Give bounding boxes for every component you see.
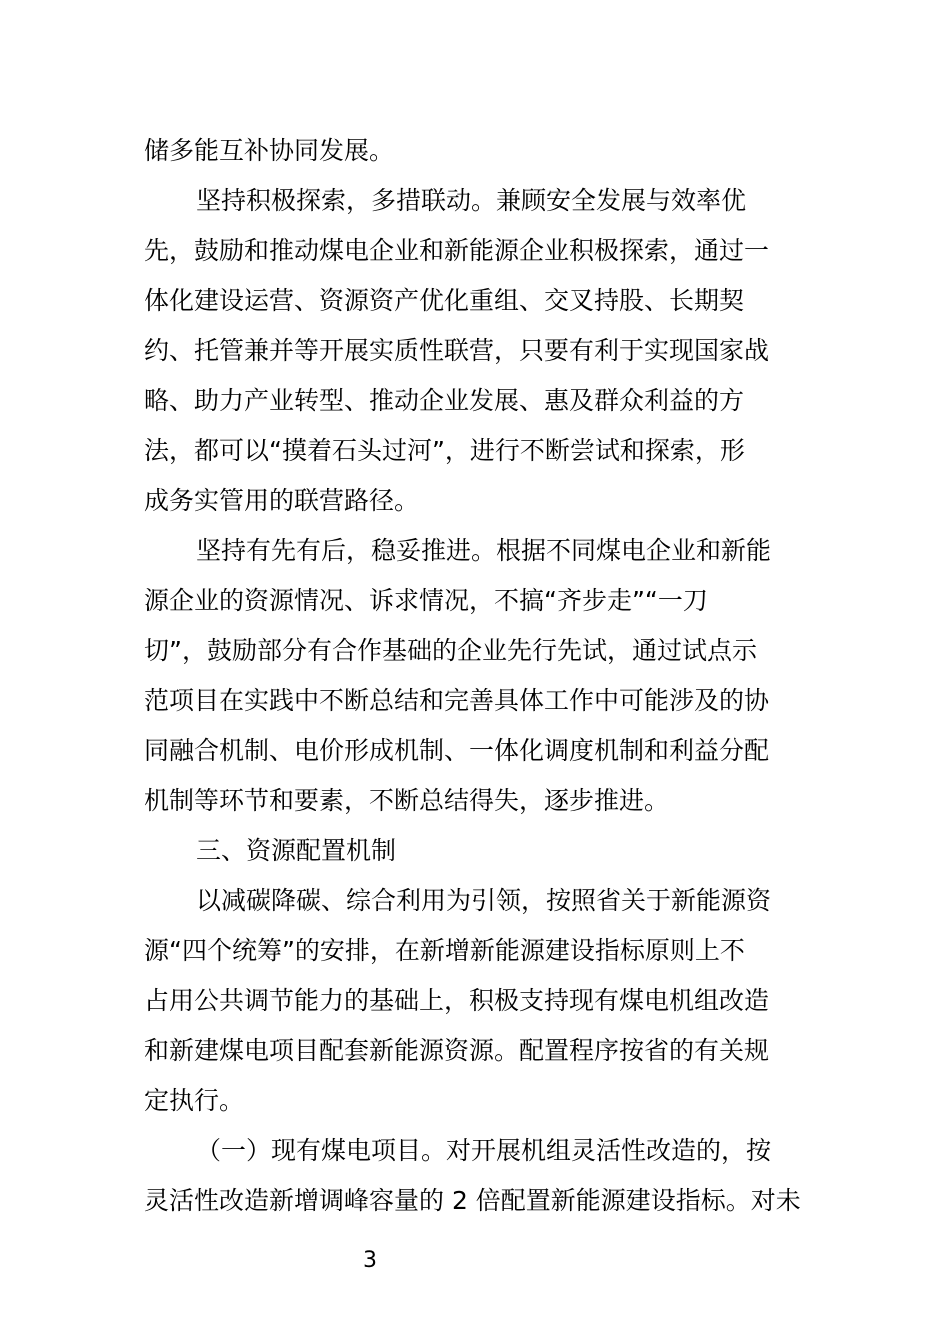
text-line: 法，都可以“摸着石头过河”，进行不断尝试和探索，形 <box>144 436 745 465</box>
text-line: 体化建设运营、资源资产优化重组、交叉持股、长期契 <box>144 286 745 315</box>
text-line: 和新建煤电项目配套新能源资源。配置程序按省的有关规 <box>144 1036 770 1065</box>
text-line: 占用公共调节能力的基础上，积极支持现有煤电机组改造 <box>144 986 770 1015</box>
text-line: 约、托管兼并等开展实质性联营，只要有利于实现国家战 <box>144 336 770 365</box>
text-line: 机制等环节和要素，不断总结得失，逐步推进。 <box>144 786 670 815</box>
paragraph-start-line: 以减碳降碳、综合利用为引领，按照省关于新能源资 <box>196 886 772 915</box>
text-line: 范项目在实践中不断总结和完善具体工作中可能涉及的协 <box>144 686 770 715</box>
text-line: 成务实管用的联营路径。 <box>144 486 420 515</box>
text-line: 源企业的资源情况、诉求情况，不搞“齐步走”“一刀 <box>144 586 708 615</box>
text-line: 略、助力产业转型、推动企业发展、惠及群众利益的方 <box>144 386 745 415</box>
section-heading: 三、资源配置机制 <box>196 836 397 865</box>
text-line: 切”，鼓励部分有合作基础的企业先行先试，通过试点示 <box>144 636 757 665</box>
text-line: 源“四个统筹”的安排，在新增新能源建设指标原则上不 <box>144 936 745 965</box>
paragraph-start-line: 坚持积极探索，多措联动。兼顾安全发展与效率优 <box>196 186 747 215</box>
text-line: 同融合机制、电价形成机制、一体化调度机制和利益分配 <box>144 736 770 765</box>
text-line: 先，鼓励和推动煤电企业和新能源企业积极探索，通过一 <box>144 236 770 265</box>
text-line: 定执行。 <box>144 1086 245 1115</box>
paragraph-start-line: 坚持有先有后，稳妥推进。根据不同煤电企业和新能 <box>196 536 772 565</box>
text-line: 储多能互补协同发展。 <box>144 136 395 165</box>
paragraph-start-line: （一）现有煤电项目。对开展机组灵活性改造的，按 <box>196 1136 772 1165</box>
text-line: 灵活性改造新增调峰容量的 2 倍配置新能源建设指标。对未 <box>144 1186 801 1215</box>
page-number: 3 <box>363 1248 377 1273</box>
